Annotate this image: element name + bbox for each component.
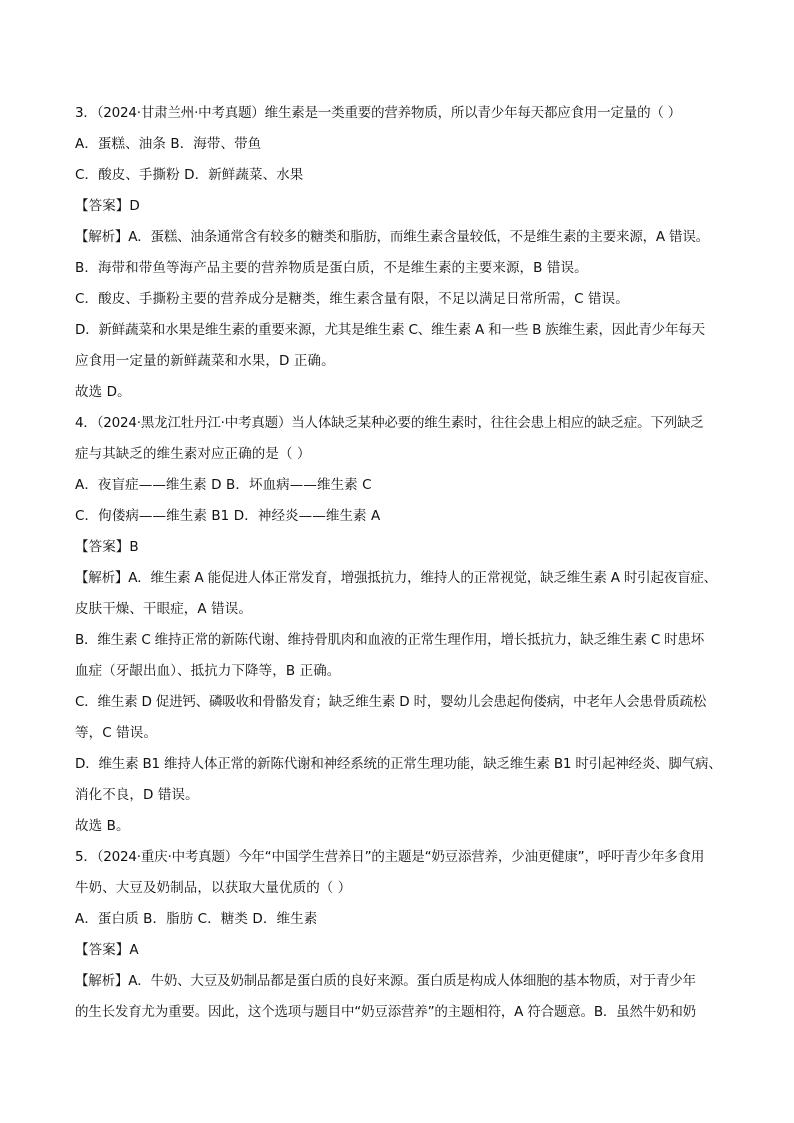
- question-4-stem-cont: 症与其缺乏的维生素对应正确的是（ ）: [75, 446, 311, 462]
- question-4-answer: 【答案】B: [75, 539, 139, 555]
- question-5-options: A．蛋白质 B．脂肪 C．糖类 D．维生素: [75, 911, 318, 927]
- question-4-analysis-c: C．维生素 D 促进钙、磷吸收和骨骼发育；缺乏维生素 D 时，婴幼儿会患起佝偻病，中老年人会患骨质疏松: [75, 694, 707, 710]
- question-3-analysis-a: 【解析】A．蛋糕、油条通常含有较多的糖类和脂肪，而维生素含量较低，不是维生素的主要来源，A 错误。: [75, 229, 709, 245]
- question-4-analysis-d: D．维生素 B1 维持人体正常的新陈代谢和神经系统的正常生理功能，缺乏维生素 B1 时引起神经炎、脚气病、: [75, 756, 722, 772]
- question-3-analysis-d: D．新鲜蔬菜和水果是维生素的重要来源，尤其是维生素 C、维生素 A 和一些 B 族维生素，因此青少年每天: [75, 322, 705, 338]
- question-3-answer: 【答案】D: [75, 198, 140, 214]
- question-3-analysis-d-cont: 应食用一定量的新鲜蔬菜和水果，D 正确。: [75, 353, 335, 369]
- document-body: [75, 98, 725, 1028]
- question-3-options-cd: C．酸皮、手撕粉 D．新鲜蔬菜、水果: [75, 167, 304, 183]
- question-5-analysis-a: 【解析】A．牛奶、大豆及奶制品都是蛋白质的良好来源。蛋白质是构成人体细胞的基本物质，对于青少年: [75, 973, 696, 989]
- question-4-options-cd: C．佝偻病——维生素 B1 D．神经炎——维生素 A: [75, 508, 381, 524]
- question-4-conclusion: 故选 B。: [75, 818, 130, 834]
- question-4-options-ab: A．夜盲症——维生素 D B．坏血病——维生素 C: [75, 477, 372, 493]
- question-5-stem-cont: 牛奶、大豆及奶制品，以获取大量优质的（ ）: [75, 880, 352, 896]
- question-4-stem: 4．（2024·黑龙江牡丹江·中考真题）当人体缺乏某种必要的维生素时，往往会患上相应的缺乏症。下列缺乏: [75, 415, 704, 431]
- question-5-stem: 5．（2024·重庆·中考真题）今年“中国学生营养日”的主题是“奶豆添营养，少油更健康”，呼吁青少年多食用: [75, 849, 705, 865]
- question-3-analysis-b: B．海带和带鱼等海产品主要的营养物质是蛋白质，不是维生素的主要来源，B 错误。: [75, 260, 588, 276]
- question-5-answer: 【答案】A: [75, 942, 139, 958]
- question-3-stem: 3．（2024·甘肃兰州·中考真题）维生素是一类重要的营养物质，所以青少年每天都应食用一定量的（ ）: [75, 105, 682, 121]
- question-5-analysis-a-cont: 的生长发育尤为重要。因此，这个选项与题目中“奶豆添营养”的主题相符，A 符合题意。B．虽然牛奶和奶: [75, 1004, 696, 1020]
- question-4-analysis-c-cont: 等，C 错误。: [75, 725, 157, 741]
- question-4-analysis-a: 【解析】A．维生素 A 能促进人体正常发育，增强抵抗力，维持人的正常视觉，缺乏维生素 A 时引起夜盲症、: [75, 570, 717, 586]
- question-3-analysis-c: C．酸皮、手撕粉主要的营养成分是糖类，维生素含量有限，不足以满足日常所需，C 错误。: [75, 291, 629, 307]
- question-3-options-ab: A．蛋糕、油条 B．海带、带鱼: [75, 136, 262, 152]
- question-4-analysis-a-cont: 皮肤干燥、干眼症，A 错误。: [75, 601, 252, 617]
- question-4-analysis-b: B．维生素 C 维持正常的新陈代谢、维持骨肌肉和血液的正常生理作用，增长抵抗力，缺乏维生素 C 时患坏: [75, 632, 705, 648]
- question-3-conclusion: 故选 D。: [75, 384, 131, 400]
- question-4-analysis-d-cont: 消化不良，D 错误。: [75, 787, 199, 803]
- question-4-analysis-b-cont: 血症（牙龈出血）、抵抗力下降等，B 正确。: [75, 663, 341, 679]
